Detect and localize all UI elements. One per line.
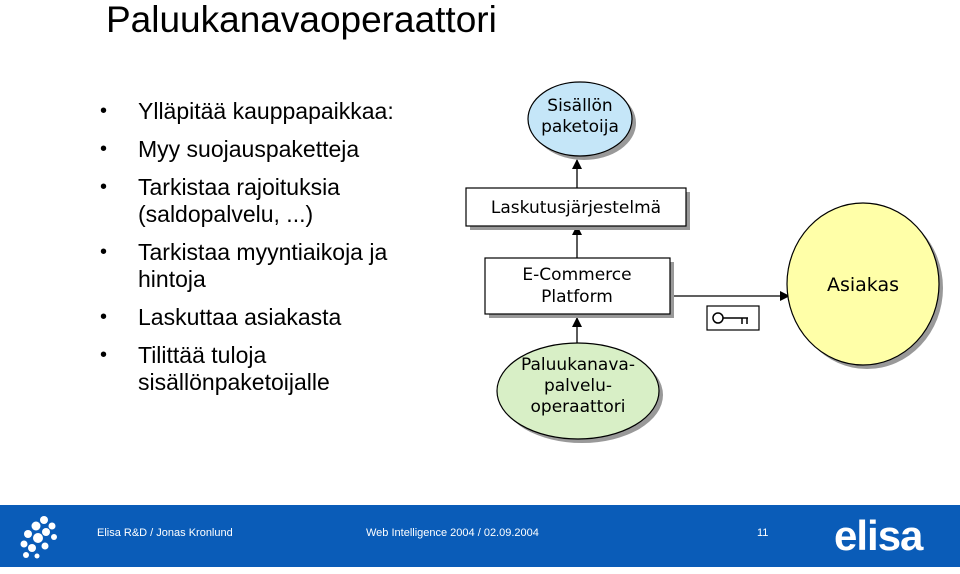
operator-label-line2: palvelu- [543, 376, 613, 396]
elisa-logo: elisa [834, 512, 923, 559]
footer-author: Elisa R&D / Jonas Kronlund [97, 527, 233, 539]
ecommerce-label-line2: Platform [541, 287, 613, 307]
bullet-text: Tarkistaa rajoituksia (saldopalvelu, ...) [138, 174, 340, 227]
customer-label: Asiakas [826, 274, 900, 296]
operator-label-line1: Paluukanava- [521, 355, 635, 375]
bullet-text: Tilittää tuloja sisällönpaketoijalle [138, 342, 330, 395]
footer-page-number: 11 [757, 527, 769, 539]
elisa-dots-logo-icon [12, 510, 64, 562]
ecommerce-label-line1: E-Commerce [522, 265, 632, 285]
bullet-text: Ylläpitää kauppapaikkaa: [138, 98, 394, 124]
bullet-text: Myy suojauspaketteja [138, 136, 360, 162]
billing-system-label: Laskutusjärjestelmä [490, 198, 662, 218]
footer-bar [0, 505, 960, 567]
content-packager-label-line1: Sisällön [547, 96, 613, 116]
footer-event: Web Intelligence 2004 / 02.09.2004 [366, 527, 539, 539]
bullet-text: Tarkistaa myyntiaikoja ja hintoja [138, 239, 388, 292]
slide-title: Paluukanavaoperaattori [106, 0, 497, 40]
content-packager-label-line2: paketoija [541, 117, 619, 137]
key-icon [707, 306, 759, 330]
operator-label-line3: operaattori [530, 397, 626, 417]
bullet-text: Laskuttaa asiakasta [138, 304, 342, 330]
